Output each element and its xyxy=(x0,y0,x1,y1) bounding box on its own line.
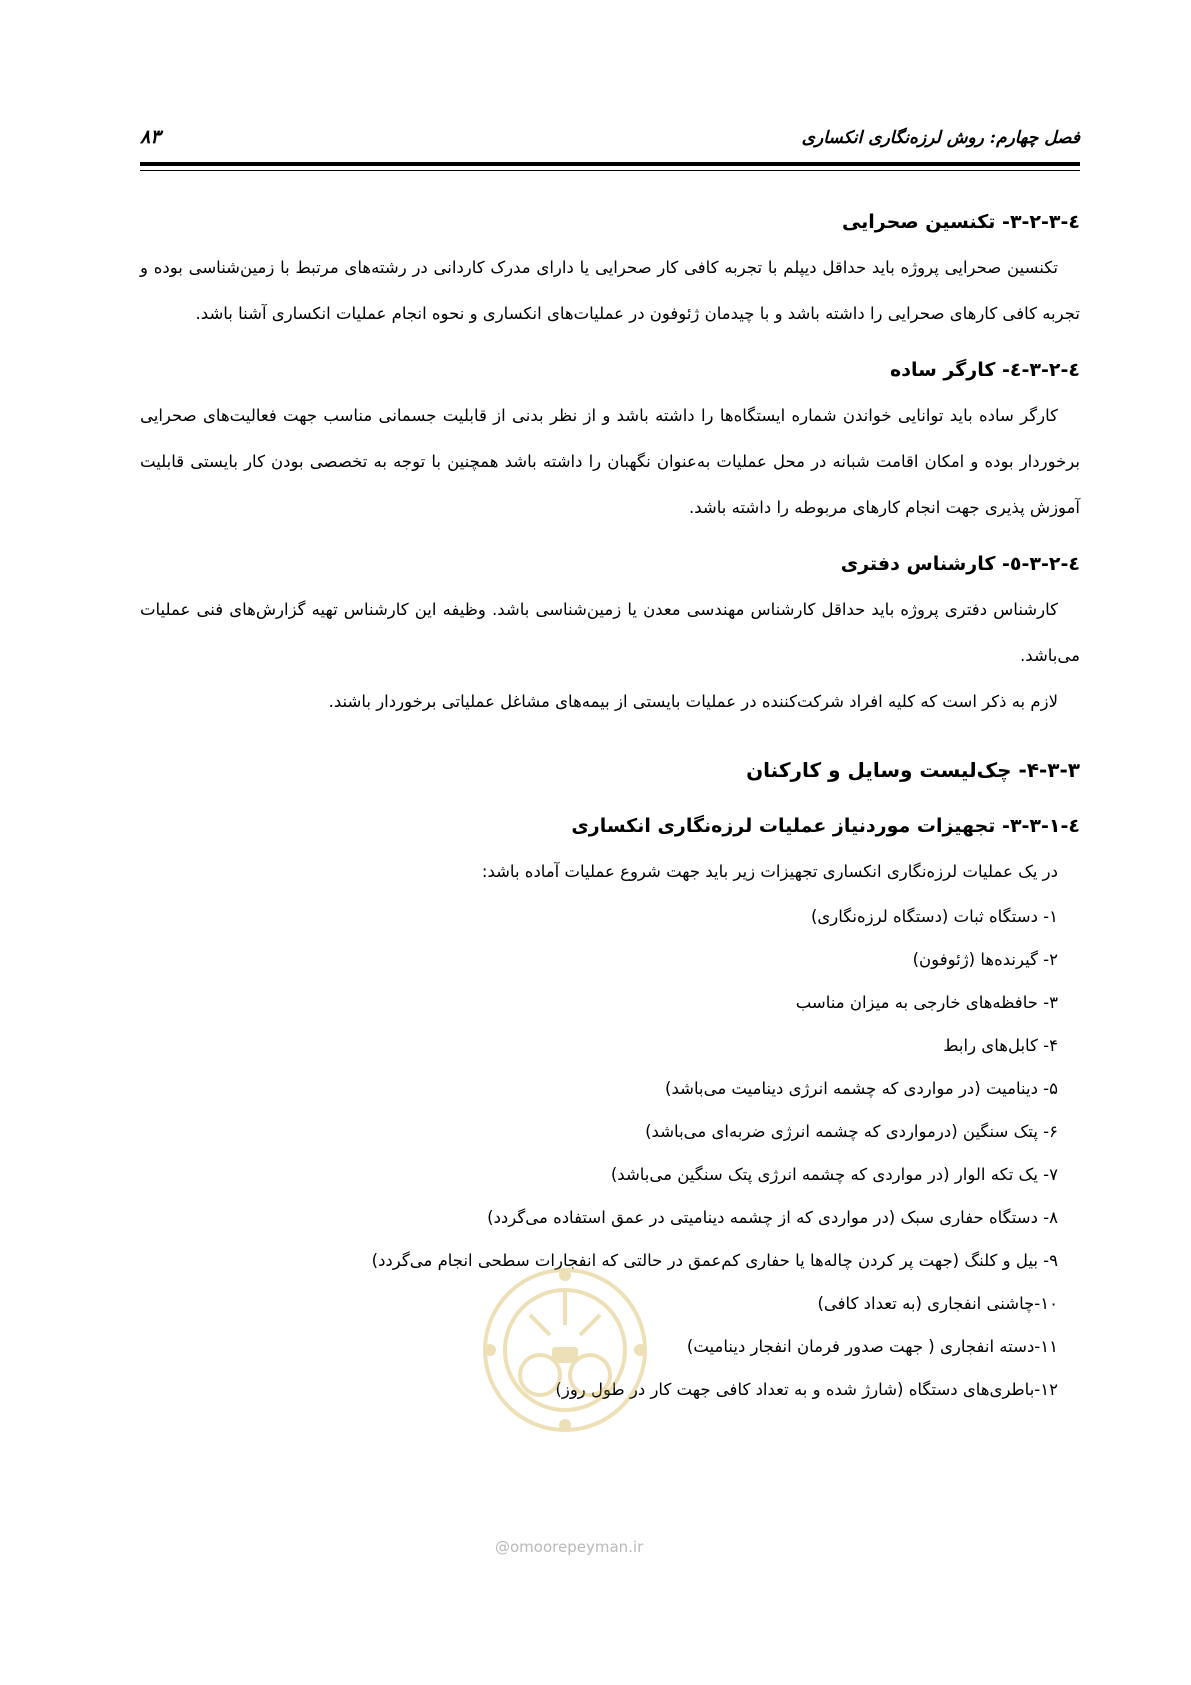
page-content xyxy=(140,207,1080,1411)
section-heading-office-expert: ٤-۳-۲-٥- کارشناس دفتری xyxy=(840,553,1080,575)
header-rule-thin xyxy=(140,170,1080,171)
equipment-list xyxy=(140,895,1080,1411)
list-item: ۳- حافظه‌های خارجی به میزان مناسب xyxy=(795,993,1058,1012)
list-item: ۱- دستگاه ثبات (دستگاه لرزه‌نگاری) xyxy=(810,907,1058,926)
page-number: ۸۳ xyxy=(140,126,161,148)
paragraph-field-technician: تکنسین صحرایی پروژه باید حداقل دیپلم با تجربه کافی کار صحرایی یا دارای مدرک کاردانی در رشته‌های مرتبط با زمین‌شناسی بوده و تجربه کافی کارهای صحرایی را داشته باشد و با چیدمان ژئوفون در عملیات‌های انکساری و نحوه انجام عملیات انکساری آشنا باشد. xyxy=(140,258,1080,323)
running-head: فصل چهارم: روش لرزه‌نگاری انکساری xyxy=(801,128,1080,148)
spacer xyxy=(140,337,1080,355)
paragraph-insurance-note: لازم به ذکر است که کلیه افراد شرکت‌کننده در عملیات بایستی از بیمه‌های مشاغل عملیاتی برخوردار باشند. xyxy=(328,692,1058,711)
list-item: ۵- دینامیت (در مواردی که چشمه انرژی دینامیت می‌باشد) xyxy=(665,1079,1058,1098)
section-heading-checklist: ۴-۳-۳- چک‌لیست وسایل و کارکنان xyxy=(746,758,1080,782)
section-heading-equipment: ٤-۳-۳-۱- تجهیزات موردنیاز عملیات لرزه‌نگاری انکساری xyxy=(571,815,1080,837)
list-item: ۸- دستگاه حفاری سبک (در مواردی که از چشمه دینامیتی در عمق استفاده می‌گردد) xyxy=(487,1208,1058,1227)
spacer xyxy=(140,531,1080,549)
section-heading-simple-worker: ٤-۳-۲-٤- کارگر ساده xyxy=(890,359,1080,381)
section-heading-field-technician: ٤-۳-۲-۳- تکنسین صحرایی xyxy=(841,211,1080,233)
list-item: ۲- گیرنده‌ها (ژئوفون) xyxy=(912,950,1058,969)
header-rule-thick xyxy=(140,162,1080,166)
paragraph-equipment-intro: در یک عملیات لرزه‌نگاری انکساری تجهیزات زیر باید جهت شروع عملیات آماده باشد: xyxy=(481,862,1058,881)
list-item: ۶- پتک سنگین (درمواردی که چشمه انرژی ضربه‌ای می‌باشد) xyxy=(645,1122,1058,1141)
list-item: ۷- یک تکه الوار (در مواردی که چشمه انرژی پتک سنگین می‌باشد) xyxy=(610,1165,1058,1184)
list-item: ۱۱-دسته انفجاری ( جهت صدور فرمان انفجار دینامیت) xyxy=(686,1337,1058,1356)
list-item: ۴- کابل‌های رابط xyxy=(943,1036,1058,1055)
paragraph-office-expert: کارشناس دفتری پروژه باید حداقل کارشناس مهندسی معدن یا زمین‌شناسی باشد. وظیفه این کارشناس تهیه گزارش‌های فنی عملیات می‌باشد. xyxy=(140,600,1080,665)
page-header xyxy=(140,124,1080,154)
paragraph-simple-worker: کارگر ساده باید توانایی خواندن شماره ایستگاه‌ها را داشته باشد و از نظر بدنی از قابلیت جسمانی مناسب جهت فعالیت‌های صحرایی برخوردار بوده و امکان اقامت شبانه در محل عملیات به‌عنوان نگهبان را داشته باشد همچنین با توجه به تخصصی بودن کار بایستی قابلیت آموزش پذیری جهت انجام کارهای مربوطه را داشته باشد. xyxy=(140,406,1080,517)
spacer xyxy=(140,793,1080,811)
list-item: ۱۰-چاشنی انفجاری (به تعداد کافی) xyxy=(817,1294,1058,1313)
watermark-text: @omoorepeyman.ir xyxy=(495,1538,644,1556)
list-item: ۱۲-باطری‌های دستگاه (شارژ شده و به تعداد کافی جهت کار در طول روز) xyxy=(555,1380,1058,1399)
spacer xyxy=(140,725,1080,755)
list-item: ۹- بیل و کلنگ (جهت پر کردن چاله‌ها یا حفاری کم‌عمق در حالتی که انفجارات سطحی انجام می‌گردد) xyxy=(371,1251,1058,1270)
